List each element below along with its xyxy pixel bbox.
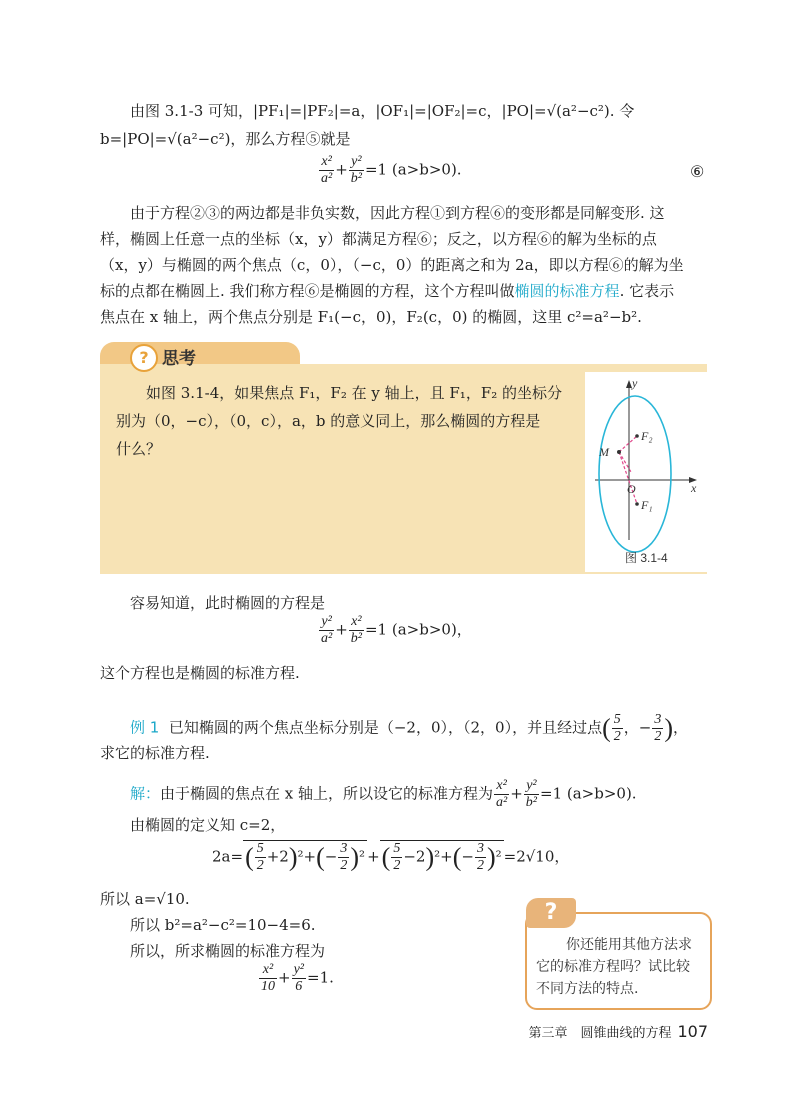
note-line3: 不同方法的特点. [536,981,639,997]
final-equation: $\frac{\text{x²}}{10}$ + $\frac{\text{y²}}{6}$ =1. [261,962,334,994]
equation-6-label: ⑥ [690,162,705,181]
chapter-title: 第三章 圆锥曲线的方程 [528,1026,672,1041]
standard-equation-term: 椭圆的标准方程 [514,282,620,300]
para2-line2: 样，椭圆上任意一点的坐标（x，y）都满足方程⑥；反之，以方程⑥的解为坐标的点 [100,230,657,248]
think-line2: 别为（0，−c），（0，c），a，b 的意义同上，那么椭圆的方程是 [116,412,541,430]
solution-line5: 所以 b²=a²−c²=10−4=6. [130,916,316,934]
equation-y-major: $\frac{\text{y²}}{\text{a²}}$ + $\frac{\text{x²}}{\text{b²}}$ =1 (a>b>0)， [321,614,472,646]
mf2-line [619,436,637,452]
solution-line4: 所以 a=√10. [100,890,190,908]
para2-line4: 标的点都在椭圆上. 我们称方程⑥是椭圆的方程，这个方程叫做椭圆的标准方程. 它表示 [100,282,675,300]
note-line1: 你还能用其他方法求 [566,937,692,953]
para1-line1: 由图 3.1-3 可知，|PF₁|=|PF₂|=a，|OF₁|=|OF₂|=c，|PO|=√(a²−c²). 令 [130,102,635,120]
solution-line6: 所以，所求椭圆的标准方程为 [130,942,326,960]
think-line3: 什么？ [116,440,162,458]
solution-line1: 解：由于椭圆的焦点在 x 轴上，所以设它的标准方程为 $\frac{\text{x²}}{\text{a²}}$ + $\frac{\text{y²}}{\text{b²}}$ =1 (a>b>0). [130,778,637,810]
figure-3-1-4 [585,372,707,572]
page-footer [528,1022,708,1041]
equation-6: $\frac{\text{x²}}{\text{a²}}$ + $\frac{\text{y²}}{\text{b²}}$ =1 (a>b>0). [321,154,462,186]
f2-label: F₂ [641,429,653,443]
m-label: M [599,445,609,459]
para2-line3: （x，y）与椭圆的两个焦点（c，0），（−c，0）的距离之和为 2a，即以方程⑥的解为坐 [100,256,684,274]
x-label: x [691,481,697,495]
o-label: O [627,482,636,496]
example-line2: 求它的标准方程. [100,744,210,762]
example-line1: 例 1 已知椭圆的两个焦点坐标分别是（−2，0），（2，0），并且经过点( $\frac{5}{2}$ ，− $\frac{3}{2}$ )， [130,712,689,744]
f1-label: F₁ [641,498,653,512]
example-label: 例 1 [130,718,160,737]
note-question-icon: ? [526,898,576,928]
solution-line2: 由椭圆的定义知 c=2， [130,816,286,834]
para2-line5: 焦点在 x 轴上，两个焦点分别是 F₁(−c，0)，F₂(c，0) 的椭圆，这里 c²=a²−b². [100,308,642,326]
ellipse [599,396,671,552]
think-title: 思考 [162,349,196,369]
y-label: y [632,376,638,390]
para3-line2: 这个方程也是椭圆的标准方程. [100,664,300,682]
para3-line1: 容易知道，此时椭圆的方程是 [130,594,326,612]
solution-label: 解： [130,784,161,803]
mf1-line [619,452,637,504]
figure-caption: 图 3.1-4 [625,551,668,565]
para2-line1: 由于方程②③的两边都是非负实数，因此方程①到方程⑥的变形都是同解变形. 这 [130,204,665,222]
think-line1: 如图 3.1-4，如果焦点 F₁，F₂ 在 y 轴上，且 F₁，F₂ 的坐标分 [146,384,563,402]
page-number: 107 [677,1022,708,1041]
point-f1 [635,502,639,506]
note-line2: 它的标准方程吗？试比较 [536,959,690,975]
point-m [617,450,621,454]
para1-line2: b=|PO|=√(a²−c²)，那么方程⑤就是 [100,130,351,148]
question-icon: ? [130,344,158,372]
point-f2 [635,434,639,438]
distance-equation: 2a=( $\frac{5}{2}$ +2)²+(− $\frac{3}{2}$ )² +( $\frac{5}{2}$ −2)²+(− $\frac{3}{2}$ )² =2√10， [212,841,570,873]
